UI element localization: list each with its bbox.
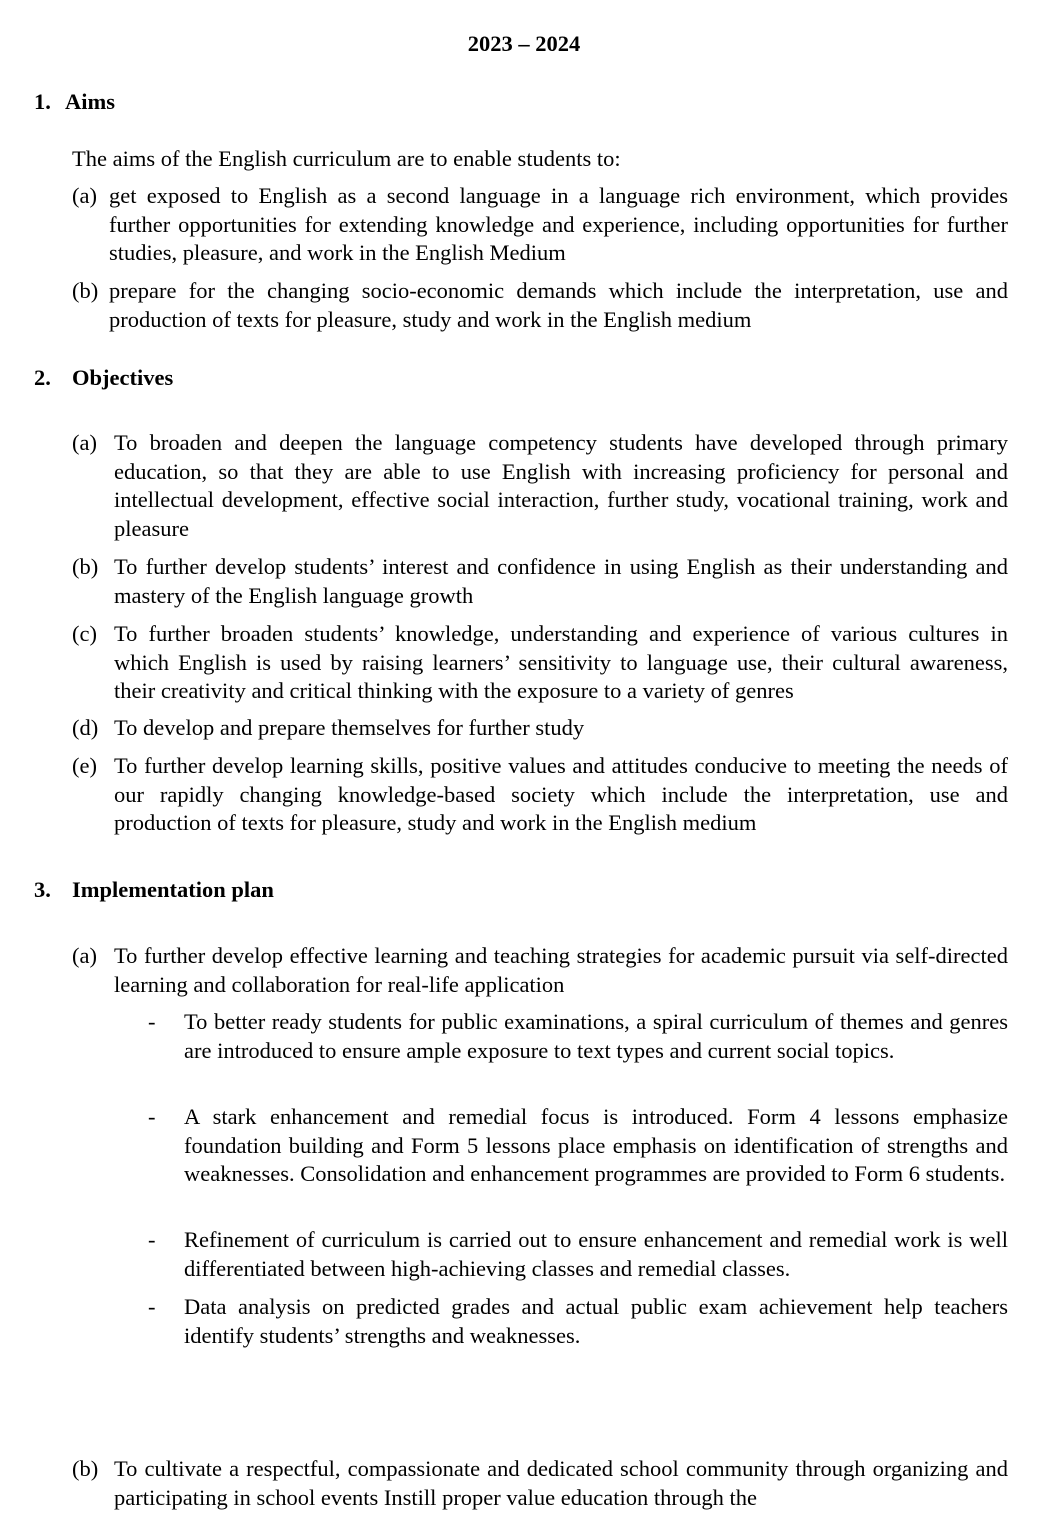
section-heading-aims <box>34 87 115 117</box>
list-marker: (c) <box>72 621 97 646</box>
list-marker: (a) <box>72 183 97 208</box>
section-number: 3. <box>34 877 51 902</box>
bullet-text: A stark enhancement and remedial focus is introduced. Form 4 lessons emphasize foundation building and Form 5 lessons place emphasis on identification of strengths and weaknesses. Consolidation and enhancement programmes are provided to Form 6 students. <box>184 1104 1008 1187</box>
implementation-item-a <box>72 942 1008 999</box>
objectives-item-a <box>72 429 1008 544</box>
list-marker: (a) <box>72 430 97 455</box>
implementation-bullet-4 <box>148 1293 1008 1350</box>
list-marker: (b) <box>72 1456 99 1481</box>
list-marker: (e) <box>72 753 97 778</box>
implementation-bullet-2 <box>148 1103 1008 1189</box>
list-marker: (d) <box>72 715 99 740</box>
list-item-text: To further develop learning skills, positive values and attitudes conducive to meeting the needs of our rapidly changing knowledge-based society which include the interpretation, use and production of texts for pleasure, study and work in the English medium <box>114 753 1008 836</box>
aims-intro: The aims of the English curriculum are to enable students to: <box>72 146 621 171</box>
bullet-dash: - <box>148 1227 156 1252</box>
list-marker: (b) <box>72 554 99 579</box>
bullet-text: Refinement of curriculum is carried out to ensure enhancement and remedial work is well differentiated between high-achieving classes and remedial classes. <box>184 1227 1008 1281</box>
list-item-text: To further develop students’ interest and confidence in using English as their understanding and mastery of the English language growth <box>114 554 1008 608</box>
objectives-item-c <box>72 620 1008 706</box>
list-item-text: To further broaden students’ knowledge, understanding and experience of various cultures in which English is used by raising learners’ sensitivity to language use, their cultural awareness, their creativity and critical thinking with the exposure to a variety of genres <box>114 621 1008 704</box>
bullet-text: Data analysis on predicted grades and actual public exam achievement help teachers identify students’ strengths and weaknesses. <box>184 1294 1008 1348</box>
aims-item-b <box>72 277 1008 334</box>
implementation-item-b <box>72 1455 1008 1512</box>
objectives-item-b <box>72 553 1008 610</box>
bullet-dash: - <box>148 1104 156 1129</box>
section-heading-implementation-plan <box>34 875 274 905</box>
implementation-bullet-1 <box>148 1008 1008 1065</box>
objectives-item-d <box>72 714 1008 743</box>
section-title: Aims <box>65 89 115 114</box>
section-number: 1. <box>34 89 51 114</box>
implementation-bullet-3 <box>148 1226 1008 1283</box>
list-item-text: get exposed to English as a second language in a language rich environment, which provides further opportunities for extending knowledge and experience, including opportunities for further studies, pleasure, and work in the English Medium <box>109 183 1008 266</box>
list-item-text: To broaden and deepen the language competency students have developed through primary education, so that they are able to use English with increasing proficiency for personal and intellectual development, effective social interaction, further study, vocational training, work and pleasure <box>114 430 1008 542</box>
list-item-text: To further develop effective learning and teaching strategies for academic pursuit via self-directed learning and collaboration for real-life application <box>114 943 1008 997</box>
list-marker: (a) <box>72 943 97 968</box>
document-title: 2023 – 2024 <box>467 31 581 56</box>
aims-item-a <box>72 182 1008 268</box>
bullet-dash: - <box>148 1294 156 1319</box>
section-number: 2. <box>34 365 51 390</box>
list-item-text: To cultivate a respectful, compassionate and dedicated school community through organizing and participating in school events Instill proper value education through the <box>114 1456 1008 1510</box>
list-item-text: prepare for the changing socio-economic demands which include the interpretation, use and production of texts for pleasure, study and work in the English medium <box>109 278 1008 332</box>
section-title: Objectives <box>72 365 174 390</box>
section-title: Implementation plan <box>72 877 274 902</box>
list-marker: (b) <box>72 278 99 303</box>
objectives-item-e <box>72 752 1008 838</box>
list-item-text: To develop and prepare themselves for further study <box>114 715 585 740</box>
section-heading-objectives <box>34 363 174 393</box>
bullet-dash: - <box>148 1009 156 1034</box>
bullet-text: To better ready students for public examinations, a spiral curriculum of themes and genres are introduced to ensure ample exposure to text types and current social topics. <box>184 1009 1008 1063</box>
